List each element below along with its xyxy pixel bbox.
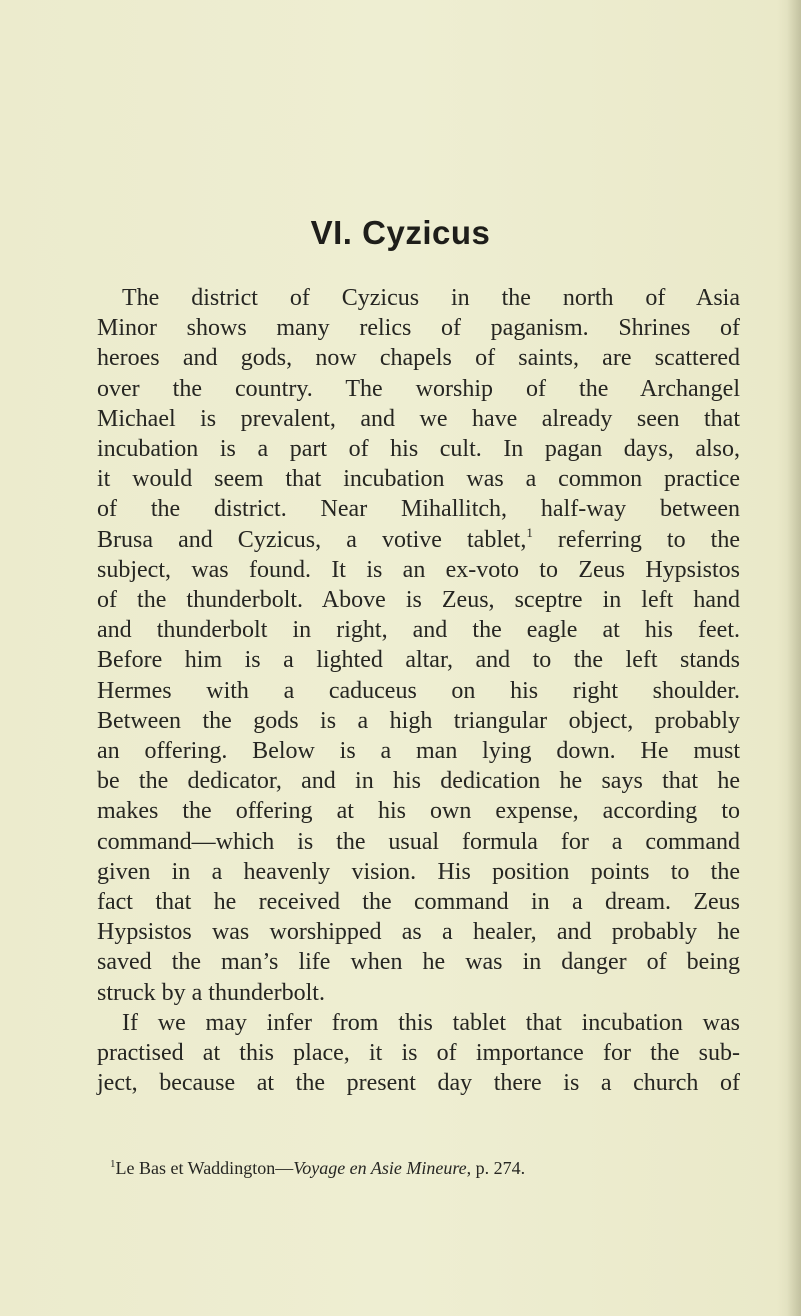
text-line: practised at this place, it is of importance for the sub- bbox=[97, 1040, 740, 1067]
text-line: of the district. Near Mihallitch, half-way between bbox=[97, 496, 740, 523]
text-line: it would seem that incubation was a common practice bbox=[97, 466, 740, 493]
text-line: ject, because at the present day there is a church of bbox=[97, 1070, 740, 1097]
page-edge-shadow bbox=[787, 0, 801, 1316]
text-line: If we may infer from this tablet that incubation was bbox=[122, 1009, 740, 1036]
text-line: of the thunderbolt. Above is Zeus, sceptre in left hand bbox=[97, 587, 740, 614]
text-line-start: Brusa and Cyzicus, a votive tablet, bbox=[97, 526, 527, 553]
text-line: incubation is a part of his cult. In pagan days, also, bbox=[97, 436, 740, 463]
text-line: makes the offering at his own expense, according to bbox=[97, 798, 740, 825]
text-line: an offering. Below is a man lying down. He must bbox=[97, 738, 740, 765]
text-line-end: referring to the bbox=[532, 526, 740, 553]
footnote-title: Voyage en Asie Mineure bbox=[293, 1158, 467, 1178]
text-line: Before him is a lighted altar, and to the left stands bbox=[97, 647, 740, 674]
text-line: Hypsistos was worshipped as a healer, and probably he bbox=[97, 919, 740, 946]
footnote-reference-mark: 1 bbox=[526, 524, 533, 540]
text-line: given in a heavenly vision. His position points to the bbox=[97, 858, 740, 885]
text-line: fact that he received the command in a dream. Zeus bbox=[97, 889, 740, 916]
text-line: over the country. The worship of the Archangel bbox=[97, 375, 740, 402]
body-text bbox=[97, 283, 740, 1098]
footnote-mark: 1 bbox=[110, 1158, 116, 1170]
text-line: Minor shows many relics of paganism. Shrines of bbox=[97, 315, 740, 342]
text-line: struck by a thunderbolt. bbox=[97, 979, 325, 1006]
text-line: subject, was found. It is an ex-voto to Zeus Hypsistos bbox=[97, 556, 740, 583]
footnote-authors: Le Bas et Waddington— bbox=[115, 1158, 294, 1178]
text-line: command—which is the usual formula for a command bbox=[97, 828, 740, 855]
text-line: heroes and gods, now chapels of saints, are scattered bbox=[97, 345, 740, 372]
text-line: Hermes with a caduceus on his right shoulder. bbox=[97, 677, 740, 704]
footnote-page: , p. 274. bbox=[466, 1158, 526, 1178]
chapter-heading: VI. Cyzicus bbox=[310, 214, 491, 251]
text-line: Michael is prevalent, and we have already seen that bbox=[97, 405, 740, 432]
footnote bbox=[110, 1158, 525, 1179]
text-line: be the dedicator, and in his dedication he says that he bbox=[97, 768, 740, 795]
text-line: and thunderbolt in right, and the eagle at his feet. bbox=[97, 617, 740, 644]
text-line: saved the man’s life when he was in danger of being bbox=[97, 949, 740, 976]
text-line: Between the gods is a high triangular object, probably bbox=[97, 707, 740, 734]
text-line-with-note bbox=[97, 525, 740, 555]
text-line: The district of Cyzicus in the north of Asia bbox=[122, 285, 740, 311]
